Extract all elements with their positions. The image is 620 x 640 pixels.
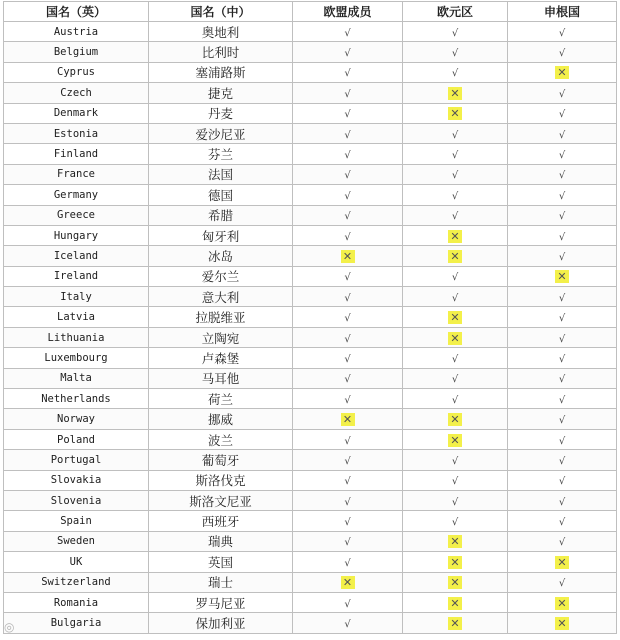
check-mark-icon: √ [451, 272, 459, 284]
schengen-cell [508, 22, 617, 42]
schengen-cell [508, 368, 617, 388]
table-row [4, 327, 617, 347]
eurozone-cell [403, 164, 508, 184]
country-english-cell: Spain [4, 511, 149, 531]
check-mark-icon: √ [558, 170, 566, 182]
eu-membership-table [3, 1, 617, 634]
cross-mark-icon: ✕ [448, 87, 462, 100]
cross-mark-icon: ✕ [448, 576, 462, 589]
schengen-cell [508, 144, 617, 164]
cross-mark-icon: ✕ [448, 332, 462, 345]
schengen-cell [508, 348, 617, 368]
schengen-cell [508, 83, 617, 103]
eurozone-cell [403, 185, 508, 205]
country-chinese-cell: 卢森堡 [149, 348, 293, 368]
country-chinese-cell: 马耳他 [149, 368, 293, 388]
check-mark-icon: √ [344, 48, 351, 60]
country-english-cell: Estonia [4, 123, 149, 143]
check-mark-icon: √ [344, 435, 351, 447]
check-mark-icon: √ [451, 27, 459, 39]
country-english-cell: Belgium [4, 42, 149, 62]
country-chinese-cell: 荷兰 [149, 389, 293, 409]
eurozone-cell [403, 511, 508, 531]
check-mark-icon: √ [344, 170, 351, 182]
country-english-cell: Iceland [4, 246, 149, 266]
check-mark-icon: √ [558, 476, 566, 488]
country-english-cell: Cyprus [4, 62, 149, 82]
membership-table-container [3, 1, 616, 634]
check-mark-icon: √ [558, 517, 566, 529]
cross-mark-icon: ✕ [555, 556, 569, 569]
country-chinese-cell: 挪威 [149, 409, 293, 429]
eurozone-cell [403, 368, 508, 388]
schengen-cell [508, 572, 617, 592]
eu-member-cell [293, 246, 403, 266]
schengen-cell [508, 266, 617, 286]
check-mark-icon: √ [451, 394, 459, 406]
eurozone-cell [403, 42, 508, 62]
eu-member-cell [293, 327, 403, 347]
eu-member-cell [293, 144, 403, 164]
schengen-cell [508, 246, 617, 266]
eu-member-cell [293, 389, 403, 409]
check-mark-icon: √ [344, 517, 351, 529]
schengen-cell [508, 531, 617, 551]
eurozone-cell [403, 266, 508, 286]
country-english-cell: Italy [4, 287, 149, 307]
eu-member-cell [293, 185, 403, 205]
cross-mark-icon: ✕ [448, 556, 462, 569]
eu-member-cell [293, 409, 403, 429]
eurozone-cell [403, 592, 508, 612]
country-chinese-cell: 保加利亚 [149, 613, 293, 633]
country-chinese-cell: 斯洛伐克 [149, 470, 293, 490]
table-body [4, 22, 617, 634]
eurozone-cell [403, 62, 508, 82]
check-mark-icon: √ [451, 68, 459, 80]
country-english-cell: Finland [4, 144, 149, 164]
check-mark-icon: √ [558, 496, 566, 508]
country-english-cell: Slovakia [4, 470, 149, 490]
check-mark-icon: √ [344, 150, 351, 162]
schengen-cell [508, 429, 617, 449]
schengen-cell [508, 287, 617, 307]
check-mark-icon: √ [558, 353, 566, 365]
check-mark-icon: √ [344, 455, 351, 467]
schengen-cell [508, 62, 617, 82]
country-chinese-cell: 英国 [149, 552, 293, 572]
country-english-cell: Sweden [4, 531, 149, 551]
check-mark-icon: √ [344, 272, 351, 284]
country-english-cell: Latvia [4, 307, 149, 327]
check-mark-icon: √ [558, 129, 566, 141]
country-chinese-cell: 捷克 [149, 83, 293, 103]
country-english-cell: Poland [4, 429, 149, 449]
table-row [4, 368, 617, 388]
country-chinese-cell: 爱尔兰 [149, 266, 293, 286]
check-mark-icon: √ [451, 190, 459, 202]
eu-member-cell [293, 266, 403, 286]
header-country-english: 国名（英） [4, 2, 149, 22]
country-chinese-cell: 意大利 [149, 287, 293, 307]
schengen-cell [508, 389, 617, 409]
country-chinese-cell: 奥地利 [149, 22, 293, 42]
table-row [4, 511, 617, 531]
check-mark-icon: √ [451, 211, 459, 223]
country-english-cell: Malta [4, 368, 149, 388]
header-schengen: 申根国 [508, 2, 617, 22]
country-english-cell: Luxembourg [4, 348, 149, 368]
check-mark-icon: √ [451, 517, 459, 529]
cross-mark-icon: ✕ [448, 107, 462, 120]
country-chinese-cell: 斯洛文尼亚 [149, 490, 293, 510]
check-mark-icon: √ [344, 537, 351, 549]
table-row [4, 470, 617, 490]
table-row [4, 490, 617, 510]
country-chinese-cell: 法国 [149, 164, 293, 184]
schengen-cell [508, 42, 617, 62]
country-english-cell: Netherlands [4, 389, 149, 409]
country-english-cell: Austria [4, 22, 149, 42]
eurozone-cell [403, 205, 508, 225]
check-mark-icon: √ [344, 374, 351, 386]
table-row [4, 62, 617, 82]
cross-mark-icon: ✕ [448, 250, 462, 263]
eu-member-cell [293, 470, 403, 490]
country-english-cell: France [4, 164, 149, 184]
schengen-cell [508, 123, 617, 143]
eu-member-cell [293, 307, 403, 327]
check-mark-icon: √ [558, 190, 566, 202]
eu-member-cell [293, 368, 403, 388]
cross-mark-icon: ✕ [341, 250, 355, 263]
eu-member-cell [293, 552, 403, 572]
check-mark-icon: √ [558, 211, 566, 223]
check-mark-icon: √ [558, 415, 566, 427]
eu-member-cell [293, 450, 403, 470]
check-mark-icon: √ [344, 598, 351, 610]
table-row [4, 348, 617, 368]
table-row [4, 287, 617, 307]
country-chinese-cell: 罗马尼亚 [149, 592, 293, 612]
table-row [4, 389, 617, 409]
cross-mark-icon: ✕ [448, 413, 462, 426]
eurozone-cell [403, 307, 508, 327]
table-header-row [4, 2, 617, 22]
country-chinese-cell: 德国 [149, 185, 293, 205]
check-mark-icon: √ [558, 27, 566, 39]
header-eurozone: 欧元区 [403, 2, 508, 22]
schengen-cell [508, 164, 617, 184]
check-mark-icon: √ [558, 88, 566, 100]
cross-mark-icon: ✕ [448, 230, 462, 243]
table-row [4, 450, 617, 470]
check-mark-icon: √ [558, 578, 566, 590]
country-english-cell: Bulgaria [4, 613, 149, 633]
eurozone-cell [403, 409, 508, 429]
country-chinese-cell: 匈牙利 [149, 225, 293, 245]
table-row [4, 205, 617, 225]
check-mark-icon: √ [344, 353, 351, 365]
eu-member-cell [293, 287, 403, 307]
check-mark-icon: √ [558, 251, 566, 263]
schengen-cell [508, 205, 617, 225]
check-mark-icon: √ [451, 129, 459, 141]
eurozone-cell [403, 123, 508, 143]
eu-member-cell [293, 511, 403, 531]
country-english-cell: UK [4, 552, 149, 572]
header-country-chinese: 国名（中） [149, 2, 293, 22]
eurozone-cell [403, 470, 508, 490]
schengen-cell [508, 470, 617, 490]
table-row [4, 185, 617, 205]
table-row [4, 164, 617, 184]
country-english-cell: Romania [4, 592, 149, 612]
table-row [4, 225, 617, 245]
watermark-symbol-icon: ◎ [4, 620, 15, 634]
schengen-cell [508, 511, 617, 531]
country-chinese-cell: 芬兰 [149, 144, 293, 164]
check-mark-icon: √ [558, 313, 566, 325]
table-row [4, 429, 617, 449]
check-mark-icon: √ [344, 333, 351, 345]
country-chinese-cell: 瑞典 [149, 531, 293, 551]
table-row [4, 246, 617, 266]
country-chinese-cell: 塞浦路斯 [149, 62, 293, 82]
country-english-cell: Greece [4, 205, 149, 225]
eurozone-cell [403, 22, 508, 42]
eu-member-cell [293, 348, 403, 368]
schengen-cell [508, 103, 617, 123]
eu-member-cell [293, 205, 403, 225]
schengen-cell [508, 450, 617, 470]
eu-member-cell [293, 429, 403, 449]
eu-member-cell [293, 531, 403, 551]
table-row [4, 83, 617, 103]
check-mark-icon: √ [558, 537, 566, 549]
table-row [4, 613, 617, 633]
check-mark-icon: √ [344, 190, 351, 202]
eu-member-cell [293, 83, 403, 103]
eu-member-cell [293, 164, 403, 184]
country-chinese-cell: 葡萄牙 [149, 450, 293, 470]
schengen-cell [508, 225, 617, 245]
check-mark-icon: √ [558, 394, 566, 406]
eurozone-cell [403, 613, 508, 633]
cross-mark-icon: ✕ [448, 597, 462, 610]
check-mark-icon: √ [344, 476, 351, 488]
table-row [4, 592, 617, 612]
check-mark-icon: √ [344, 211, 351, 223]
country-english-cell: Switzerland [4, 572, 149, 592]
schengen-cell [508, 552, 617, 572]
schengen-cell [508, 490, 617, 510]
country-chinese-cell: 瑞士 [149, 572, 293, 592]
table-row [4, 552, 617, 572]
check-mark-icon: √ [451, 476, 459, 488]
eu-member-cell [293, 572, 403, 592]
country-chinese-cell: 西班牙 [149, 511, 293, 531]
check-mark-icon: √ [344, 557, 351, 569]
country-chinese-cell: 希腊 [149, 205, 293, 225]
table-row [4, 307, 617, 327]
check-mark-icon: √ [558, 109, 566, 121]
check-mark-icon: √ [344, 394, 351, 406]
country-english-cell: Slovenia [4, 490, 149, 510]
schengen-cell [508, 307, 617, 327]
cross-mark-icon: ✕ [341, 576, 355, 589]
header-eu-member: 欧盟成员 [293, 2, 403, 22]
schengen-cell [508, 613, 617, 633]
country-chinese-cell: 波兰 [149, 429, 293, 449]
country-english-cell: Ireland [4, 266, 149, 286]
eurozone-cell [403, 225, 508, 245]
country-english-cell: Germany [4, 185, 149, 205]
eurozone-cell [403, 103, 508, 123]
table-row [4, 103, 617, 123]
cross-mark-icon: ✕ [448, 535, 462, 548]
eu-member-cell [293, 22, 403, 42]
eu-member-cell [293, 123, 403, 143]
cross-mark-icon: ✕ [448, 311, 462, 324]
check-mark-icon: √ [344, 129, 351, 141]
check-mark-icon: √ [344, 88, 351, 100]
check-mark-icon: √ [451, 455, 459, 467]
table-row [4, 144, 617, 164]
table-row [4, 531, 617, 551]
check-mark-icon: √ [558, 435, 566, 447]
eurozone-cell [403, 246, 508, 266]
eurozone-cell [403, 327, 508, 347]
table-row [4, 266, 617, 286]
eurozone-cell [403, 572, 508, 592]
check-mark-icon: √ [344, 496, 351, 508]
cross-mark-icon: ✕ [448, 617, 462, 630]
check-mark-icon: √ [558, 292, 566, 304]
eurozone-cell [403, 144, 508, 164]
eurozone-cell [403, 287, 508, 307]
check-mark-icon: √ [558, 374, 566, 386]
watermark-logo [4, 620, 14, 634]
eu-member-cell [293, 103, 403, 123]
cross-mark-icon: ✕ [555, 270, 569, 283]
eurozone-cell [403, 552, 508, 572]
cross-mark-icon: ✕ [555, 617, 569, 630]
cross-mark-icon: ✕ [555, 66, 569, 79]
eurozone-cell [403, 531, 508, 551]
eurozone-cell [403, 429, 508, 449]
check-mark-icon: √ [558, 48, 566, 60]
check-mark-icon: √ [451, 374, 459, 386]
eurozone-cell [403, 348, 508, 368]
check-mark-icon: √ [451, 48, 459, 60]
check-mark-icon: √ [344, 313, 351, 325]
check-mark-icon: √ [344, 292, 351, 304]
check-mark-icon: √ [344, 619, 351, 631]
check-mark-icon: √ [344, 68, 351, 80]
country-english-cell: Norway [4, 409, 149, 429]
eurozone-cell [403, 389, 508, 409]
country-chinese-cell: 拉脱维亚 [149, 307, 293, 327]
check-mark-icon: √ [558, 150, 566, 162]
country-chinese-cell: 丹麦 [149, 103, 293, 123]
cross-mark-icon: ✕ [555, 597, 569, 610]
cross-mark-icon: ✕ [341, 413, 355, 426]
check-mark-icon: √ [558, 455, 566, 467]
eu-member-cell [293, 592, 403, 612]
check-mark-icon: √ [451, 292, 459, 304]
eu-member-cell [293, 42, 403, 62]
eu-member-cell [293, 490, 403, 510]
table-row [4, 572, 617, 592]
check-mark-icon: √ [451, 353, 459, 365]
check-mark-icon: √ [344, 109, 351, 121]
check-mark-icon: √ [451, 170, 459, 182]
eu-member-cell [293, 62, 403, 82]
eu-member-cell [293, 613, 403, 633]
schengen-cell [508, 409, 617, 429]
eurozone-cell [403, 450, 508, 470]
cross-mark-icon: ✕ [448, 434, 462, 447]
check-mark-icon: √ [451, 150, 459, 162]
country-chinese-cell: 比利时 [149, 42, 293, 62]
country-english-cell: Denmark [4, 103, 149, 123]
eurozone-cell [403, 490, 508, 510]
schengen-cell [508, 327, 617, 347]
table-row [4, 22, 617, 42]
country-chinese-cell: 立陶宛 [149, 327, 293, 347]
check-mark-icon: √ [344, 231, 351, 243]
country-chinese-cell: 冰岛 [149, 246, 293, 266]
eurozone-cell [403, 83, 508, 103]
check-mark-icon: √ [558, 333, 566, 345]
table-row [4, 42, 617, 62]
country-english-cell: Czech [4, 83, 149, 103]
check-mark-icon: √ [451, 496, 459, 508]
schengen-cell [508, 592, 617, 612]
check-mark-icon: √ [344, 27, 351, 39]
table-row [4, 123, 617, 143]
country-chinese-cell: 爱沙尼亚 [149, 123, 293, 143]
country-english-cell: Portugal [4, 450, 149, 470]
country-english-cell: Hungary [4, 225, 149, 245]
check-mark-icon: √ [558, 231, 566, 243]
eu-member-cell [293, 225, 403, 245]
table-row [4, 409, 617, 429]
schengen-cell [508, 185, 617, 205]
country-english-cell: Lithuania [4, 327, 149, 347]
